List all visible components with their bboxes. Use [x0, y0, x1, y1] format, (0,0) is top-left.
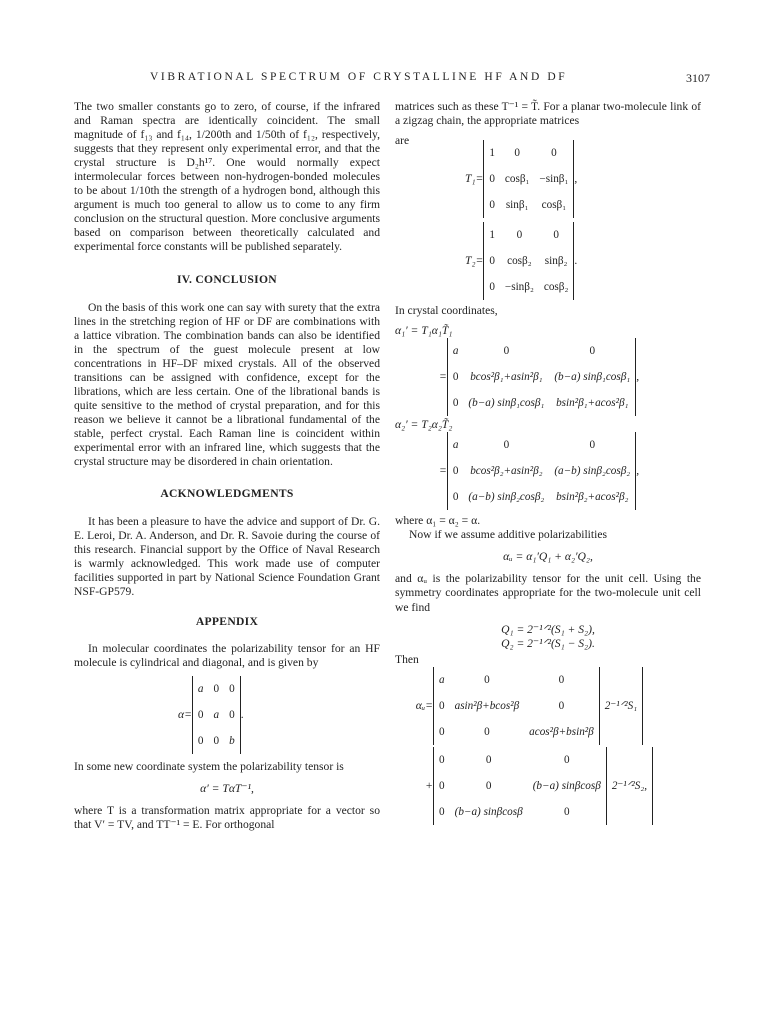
alpha1-definition: α₁′ = T₁α₁T̃₁ — [395, 324, 453, 338]
au-matrix-equation: αᵤ= a 0 0 2⁻¹ᐟ²S₁ 0 asin²β+bcos²β 0 0 0 acos²β+bsin²β — [399, 667, 701, 745]
paragraph: where α₁ = α₂ = α. — [395, 514, 481, 528]
alpha1-equation: = a 0 0 0 bcos²β₁+asin²β₁ (b−a) sinβ₁cosβ₁ 0 (b−a) sinβ₁cosβ₁ bsin²β₁+acos²β₁ , — [439, 338, 701, 416]
au-matrix-s1: a 0 0 2⁻¹ᐟ²S₁ 0 asin²β+bcos²β 0 0 0 acos²β+bsin²β — [433, 667, 643, 745]
alpha-equation: α= a 0 0 0 a 0 0 0 b . — [178, 676, 380, 754]
paragraph: and αᵤ is the polarizability tensor for the unit cell. Using the symmetry coordinates appropriate for the two-molecule unit cell we find — [395, 572, 701, 614]
alpha2-definition: α₂′ = T₂α₂T̃₂ — [395, 418, 453, 432]
au-equation: αᵤ = α₁′Q₁ + α₂′Q₂, — [503, 550, 593, 564]
alpha1-matrix: a 0 0 0 bcos²β₁+asin²β₁ (b−a) sinβ₁cosβ₁ 0 (b−a) sinβ₁cosβ₁ bsin²β₁+acos²β₁ — [447, 338, 636, 416]
au-matrix-s2: 0 0 0 2⁻¹ᐟ²S₂, 0 0 (b−a) sinβcosβ 0 (b−a) sinβcosβ 0 — [433, 747, 653, 825]
t2-matrix: 1 0 0 0 cosβ₂ sinβ₂ 0 −sinβ₂ cosβ₂ — [483, 222, 574, 300]
transform-equation: α′ = TαT⁻¹, — [200, 781, 254, 795]
t2-equation: T₂= 1 0 0 0 cosβ₂ sinβ₂ 0 −sinβ₂ cosβ₂ . — [465, 222, 701, 300]
page-number: 3107 — [686, 71, 710, 85]
paragraph: matrices such as these T⁻¹ = T̃. For a planar two-molecule link of a zigzag chain, the appropriate matrices — [395, 100, 701, 128]
paragraph: In molecular coordinates the polarizability tensor for an HF molecule is cylindrical and diagonal, and is given by — [74, 641, 380, 669]
alpha-matrix: a 0 0 0 a 0 0 0 b — [192, 676, 241, 754]
paragraph: Now if we assume additive polarizabilities — [409, 528, 608, 542]
au-matrix-s2-term: + 0 0 0 2⁻¹ᐟ²S₂, 0 0 (b−a) sinβcosβ 0 (b−a) sinβcosβ 0 — [399, 747, 701, 825]
paragraph: It has been a pleasure to have the advice and support of Dr. G. E. Leroi, Dr. A. Anderson, and Dr. R. Savoie during the course of this research. Financial support by the Office of Naval Research is warmly acknowledged. This work made use of computer facilities supported in part by National Science Foundation Grant NSF-GP579. — [74, 515, 380, 599]
section-heading-acknowledgments: ACKNOWLEDGMENTS — [160, 487, 294, 501]
t1-equation: T₁= 1 0 0 0 cosβ₁ −sinβ₁ 0 sinβ₁ cosβ₁ , — [465, 140, 701, 218]
paragraph: The two smaller constants go to zero, of course, if the infrared and Raman spectra are identically coincident. The small magnitude of f₁₃ and f₁₄, 1/200th and 1/50th of f₁₂, respectively, suggests that they represent only experimental error, and that the crystal structure is D₂h¹⁷. One would normally expect intermolecular forces between non-hydrogen-bonded molecules to be about 1/10th the strength of a hydrogen bond, although this argument is much too general to allow us to come to any firm conclusion on the structural question. More conclusive arguments based on comparison between theoretically calculated and experimental force constants will be published separately. — [74, 100, 380, 254]
t1-matrix: 1 0 0 0 cosβ₁ −sinβ₁ 0 sinβ₁ cosβ₁ — [483, 140, 574, 218]
section-heading-appendix: APPENDIX — [195, 615, 259, 629]
paragraph: Then — [395, 652, 419, 666]
right-column — [395, 100, 701, 825]
paragraph: are — [395, 134, 410, 148]
paragraph: where T is a transformation matrix appropriate for a vector so that V′ = TV, and TT⁻¹ = E. For orthogonal — [74, 803, 380, 831]
alpha2-matrix: a 0 0 0 bcos²β₂+asin²β₂ (a−b) sinβ₂cosβ₂ 0 (a−b) sinβ₂cosβ₂ bsin²β₂+acos²β₂ — [447, 432, 636, 510]
q1-equation: Q₁ = 2⁻¹ᐟ²(S₁ + S₂), — [501, 622, 595, 636]
running-title: VIBRATIONAL SPECTRUM OF CRYSTALLINE HF AND DF — [150, 71, 568, 83]
running-header — [150, 71, 710, 83]
equation-lhs: α= — [178, 707, 192, 721]
paragraph: On the basis of this work one can say with surety that the extra lines in the stretching region of HF or DF are combinations with a lattice vibration. The combination bands can also be identified in the spectrum of the guest molecule present at low concentrations in HF–DF mixed crystals. All of the observed transitions can be assigned with confidence, except for the librations, which are less certain. One of the librational bands is quite sensitive to the method of crystal preparation, and for this reason we believe it cannot be a librational fundamental of the stable, perfect crystal. Each Raman line is coincident within experimental error with an infrared line, which suggests that the crystal structure may be disordered in chain orientation. — [74, 300, 380, 469]
alpha2-equation: = a 0 0 0 bcos²β₂+asin²β₂ (a−b) sinβ₂cosβ₂ 0 (a−b) sinβ₂cosβ₂ bsin²β₂+acos²β₂ , — [439, 432, 701, 510]
section-heading-conclusion: IV. CONCLUSION — [177, 272, 277, 286]
paragraph: In crystal coordinates, — [395, 304, 498, 318]
q2-equation: Q₂ = 2⁻¹ᐟ²(S₁ − S₂). — [501, 636, 595, 650]
paragraph: In some new coordinate system the polarizability tensor is — [74, 759, 344, 773]
left-column — [74, 100, 380, 832]
